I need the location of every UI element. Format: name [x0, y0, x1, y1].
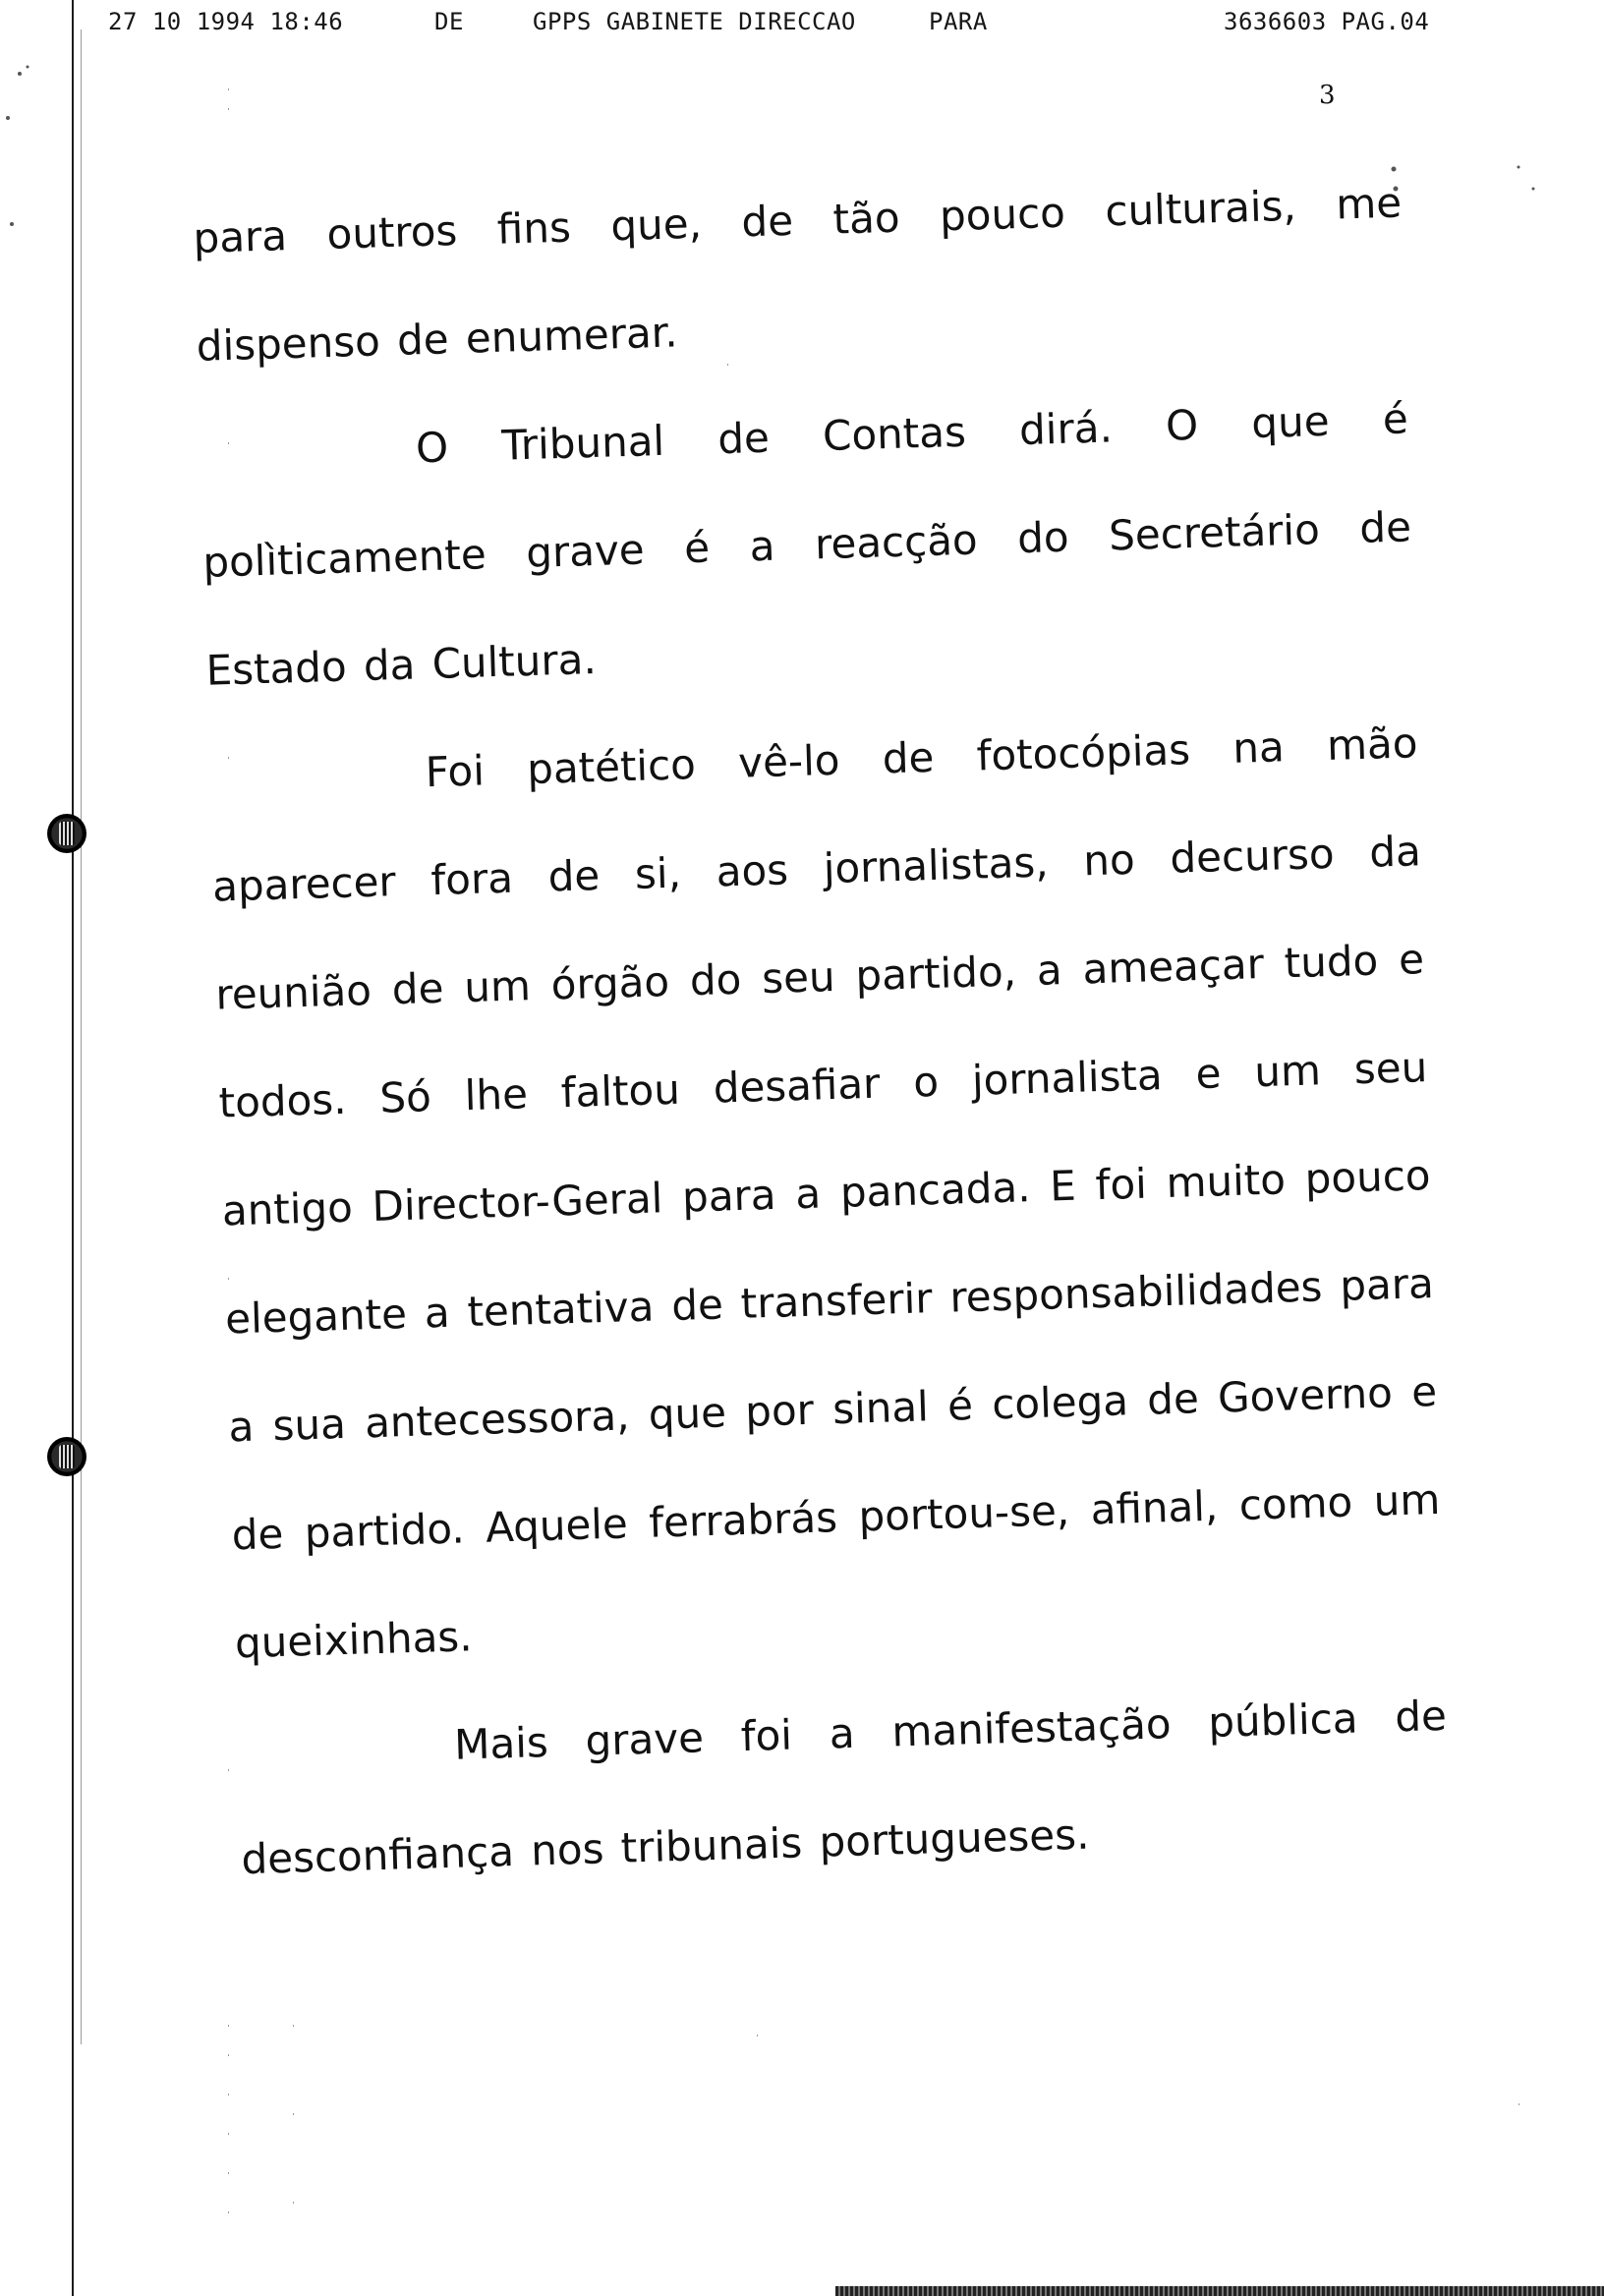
text-line: a sua antecessora, que por sinal é colega de Governo e [227, 1366, 1438, 1452]
text-line: dispenso de enumerar. [196, 308, 679, 371]
text-line: O Tribunal de Contas dirá. O que é [415, 394, 1409, 473]
text-line: reunião de um órgão do seu partido, a ameaçar tudo e [214, 935, 1425, 1019]
text-line: Mais grave foi a manifestação pública de [453, 1691, 1448, 1769]
text-line: para outros fins que, de tão pouco culturais, me [192, 178, 1403, 262]
letter-body [192, 149, 1452, 1915]
text-line: antigo Director-Geral para a pancada. E foi muito pouco [221, 1151, 1432, 1235]
text-line: elegante a tentativa de transferir responsabilidades para [224, 1259, 1435, 1344]
punch-hole-bottom [47, 1437, 86, 1476]
text-line: desconfiança nos tribunais portugueses. [240, 1809, 1090, 1884]
text-line: Estado da Cultura. [204, 635, 598, 695]
fax-to-label: PARA [929, 8, 988, 35]
text-line: de partido. Aquele ferrabrás portou-se, afinal, como um [231, 1474, 1441, 1560]
fax-sender: GPPS GABINETE DIRECCAO [533, 8, 856, 35]
fax-from-label: DE [434, 8, 464, 35]
fax-header [0, 8, 1604, 47]
fax-datetime: 27 10 1994 18:46 [108, 8, 344, 35]
fax-number-page: 3636603 PAG.04 [1224, 8, 1430, 35]
text-line: queixinhas. [234, 1612, 474, 1668]
text-line: polìticamente grave é a reacção do Secretário de [201, 502, 1412, 587]
text-line: aparecer fora de si, aos jornalistas, no decurso da [211, 827, 1422, 911]
scan-edge-strip [835, 2286, 1604, 2296]
page-number: 3 [1319, 81, 1336, 110]
text-line: Foi patético vê-lo de fotocópias na mão [425, 718, 1419, 797]
text-line: todos. Só lhe faltou desafiar o jornalista e um seu [217, 1043, 1428, 1127]
punch-hole-top [47, 814, 86, 853]
